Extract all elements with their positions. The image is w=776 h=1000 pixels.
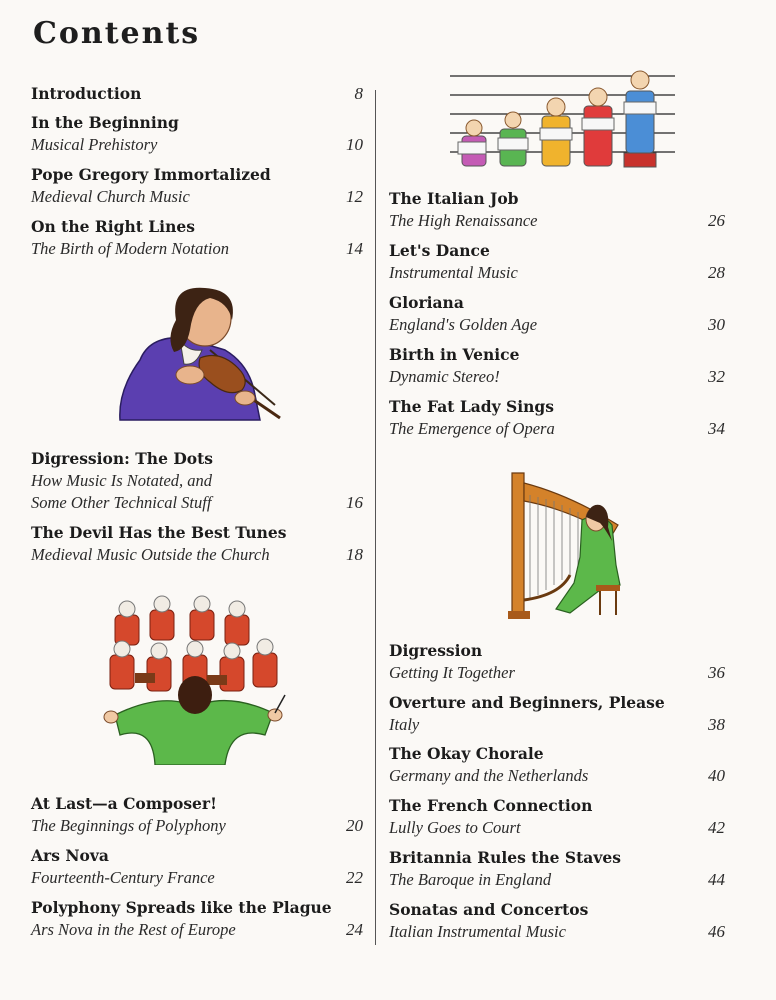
entry-page: 12 bbox=[346, 187, 363, 206]
entry-page: 30 bbox=[708, 315, 725, 334]
entry-title: Sonatas and Concertos bbox=[389, 900, 589, 919]
entry-title: On the Right Lines bbox=[31, 217, 195, 236]
entry-page: 14 bbox=[346, 239, 363, 258]
entry-subtitle: Ars Nova in the Rest of Europe bbox=[31, 920, 236, 939]
entry-subtitle: Instrumental Music bbox=[389, 263, 518, 282]
toc-entry-polyphony-spreads[interactable] bbox=[31, 897, 363, 941]
entry-title: Pope Gregory Immortalized bbox=[31, 165, 271, 184]
entry-title: Digression: The Dots bbox=[31, 449, 213, 468]
entry-page: 22 bbox=[346, 868, 363, 887]
choir-on-staff-illustration bbox=[450, 66, 675, 170]
entry-subtitle: Germany and the Netherlands bbox=[389, 766, 589, 785]
toc-entry-in-the-beginning[interactable] bbox=[31, 112, 363, 156]
toc-entry-digression[interactable] bbox=[389, 640, 725, 684]
toc-entry-birth-in-venice[interactable] bbox=[389, 344, 725, 388]
entry-page: 10 bbox=[346, 135, 363, 154]
entry-page: 18 bbox=[346, 545, 363, 564]
toc-entry-okay-chorale[interactable] bbox=[389, 743, 725, 787]
toc-entry-britannia-rules[interactable] bbox=[389, 847, 725, 891]
entry-title: Britannia Rules the Staves bbox=[389, 848, 621, 867]
entry-subtitle: Musical Prehistory bbox=[31, 135, 158, 154]
toc-entry-gloriana[interactable] bbox=[389, 292, 725, 336]
page-title: Contents bbox=[33, 16, 201, 51]
entry-subtitle: Medieval Music Outside the Church bbox=[31, 545, 270, 564]
entry-subtitle: Italian Instrumental Music bbox=[389, 922, 566, 941]
entry-subtitle: The Baroque in England bbox=[389, 870, 552, 889]
entry-page: 28 bbox=[708, 263, 725, 282]
entry-title: Overture and Beginners, Please bbox=[389, 693, 665, 712]
toc-entry-italian-job[interactable] bbox=[389, 188, 725, 232]
harpist-illustration bbox=[500, 465, 630, 625]
entry-title: The Devil Has the Best Tunes bbox=[31, 523, 287, 542]
entry-page: 32 bbox=[708, 367, 725, 386]
orchestra-illustration bbox=[95, 595, 290, 765]
entry-page: 40 bbox=[708, 766, 725, 785]
entry-page: 38 bbox=[708, 715, 725, 734]
entry-title: Gloriana bbox=[389, 293, 464, 312]
entry-subtitle: The Birth of Modern Notation bbox=[31, 239, 229, 258]
entry-title: Digression bbox=[389, 641, 483, 660]
entry-subtitle-line2: Some Other Technical Stuff bbox=[31, 493, 212, 512]
entry-subtitle: Lully Goes to Court bbox=[389, 818, 521, 837]
toc-entry-french-connection[interactable] bbox=[389, 795, 725, 839]
column-divider bbox=[375, 90, 376, 945]
entry-title: The Italian Job bbox=[389, 189, 519, 208]
entry-title: Let's Dance bbox=[389, 241, 490, 260]
entry-subtitle: The Emergence of Opera bbox=[389, 419, 555, 438]
entry-subtitle: The Beginnings of Polyphony bbox=[31, 816, 226, 835]
toc-entry-introduction[interactable] bbox=[31, 83, 363, 105]
toc-entry-at-last-composer[interactable] bbox=[31, 793, 363, 837]
violinist-illustration bbox=[110, 280, 290, 430]
entry-subtitle: Dynamic Stereo! bbox=[389, 367, 500, 386]
entry-subtitle: Getting It Together bbox=[389, 663, 515, 682]
toc-entry-overture-beginners[interactable] bbox=[389, 692, 725, 736]
toc-entry-devil-best-tunes[interactable] bbox=[31, 522, 363, 566]
entry-subtitle: Italy bbox=[389, 715, 420, 734]
entry-title: Birth in Venice bbox=[389, 345, 520, 364]
toc-entry-pope-gregory[interactable] bbox=[31, 164, 363, 208]
toc-entry-on-the-right-lines[interactable] bbox=[31, 216, 363, 260]
entry-title: In the Beginning bbox=[31, 113, 179, 132]
toc-entry-fat-lady-sings[interactable] bbox=[389, 396, 725, 440]
toc-entry-digression-dots[interactable] bbox=[31, 448, 363, 514]
entry-page: 46 bbox=[708, 922, 725, 941]
entry-page: 24 bbox=[346, 920, 363, 939]
entry-page: 34 bbox=[708, 419, 725, 438]
entry-page: 8 bbox=[354, 84, 363, 103]
entry-subtitle: Fourteenth-Century France bbox=[31, 868, 215, 887]
entry-page: 42 bbox=[708, 818, 725, 837]
toc-entry-lets-dance[interactable] bbox=[389, 240, 725, 284]
entry-page: 26 bbox=[708, 211, 725, 230]
entry-title: Ars Nova bbox=[31, 846, 109, 865]
entry-title: Introduction bbox=[31, 84, 142, 103]
entry-title: Polyphony Spreads like the Plague bbox=[31, 898, 332, 917]
entry-page: 16 bbox=[346, 493, 363, 512]
entry-page: 20 bbox=[346, 816, 363, 835]
entry-subtitle: How Music Is Notated, and bbox=[31, 471, 213, 490]
entry-subtitle: England's Golden Age bbox=[389, 315, 538, 334]
entry-page: 44 bbox=[708, 870, 725, 889]
entry-title: At Last—a Composer! bbox=[31, 794, 217, 813]
toc-entry-sonatas-concertos[interactable] bbox=[389, 899, 725, 943]
entry-title: The Fat Lady Sings bbox=[389, 397, 554, 416]
entry-page: 36 bbox=[708, 663, 725, 682]
entry-title: The French Connection bbox=[389, 796, 593, 815]
entry-subtitle: Medieval Church Music bbox=[31, 187, 190, 206]
entry-title: The Okay Chorale bbox=[389, 744, 544, 763]
entry-subtitle: The High Renaissance bbox=[389, 211, 538, 230]
toc-entry-ars-nova[interactable] bbox=[31, 845, 363, 889]
